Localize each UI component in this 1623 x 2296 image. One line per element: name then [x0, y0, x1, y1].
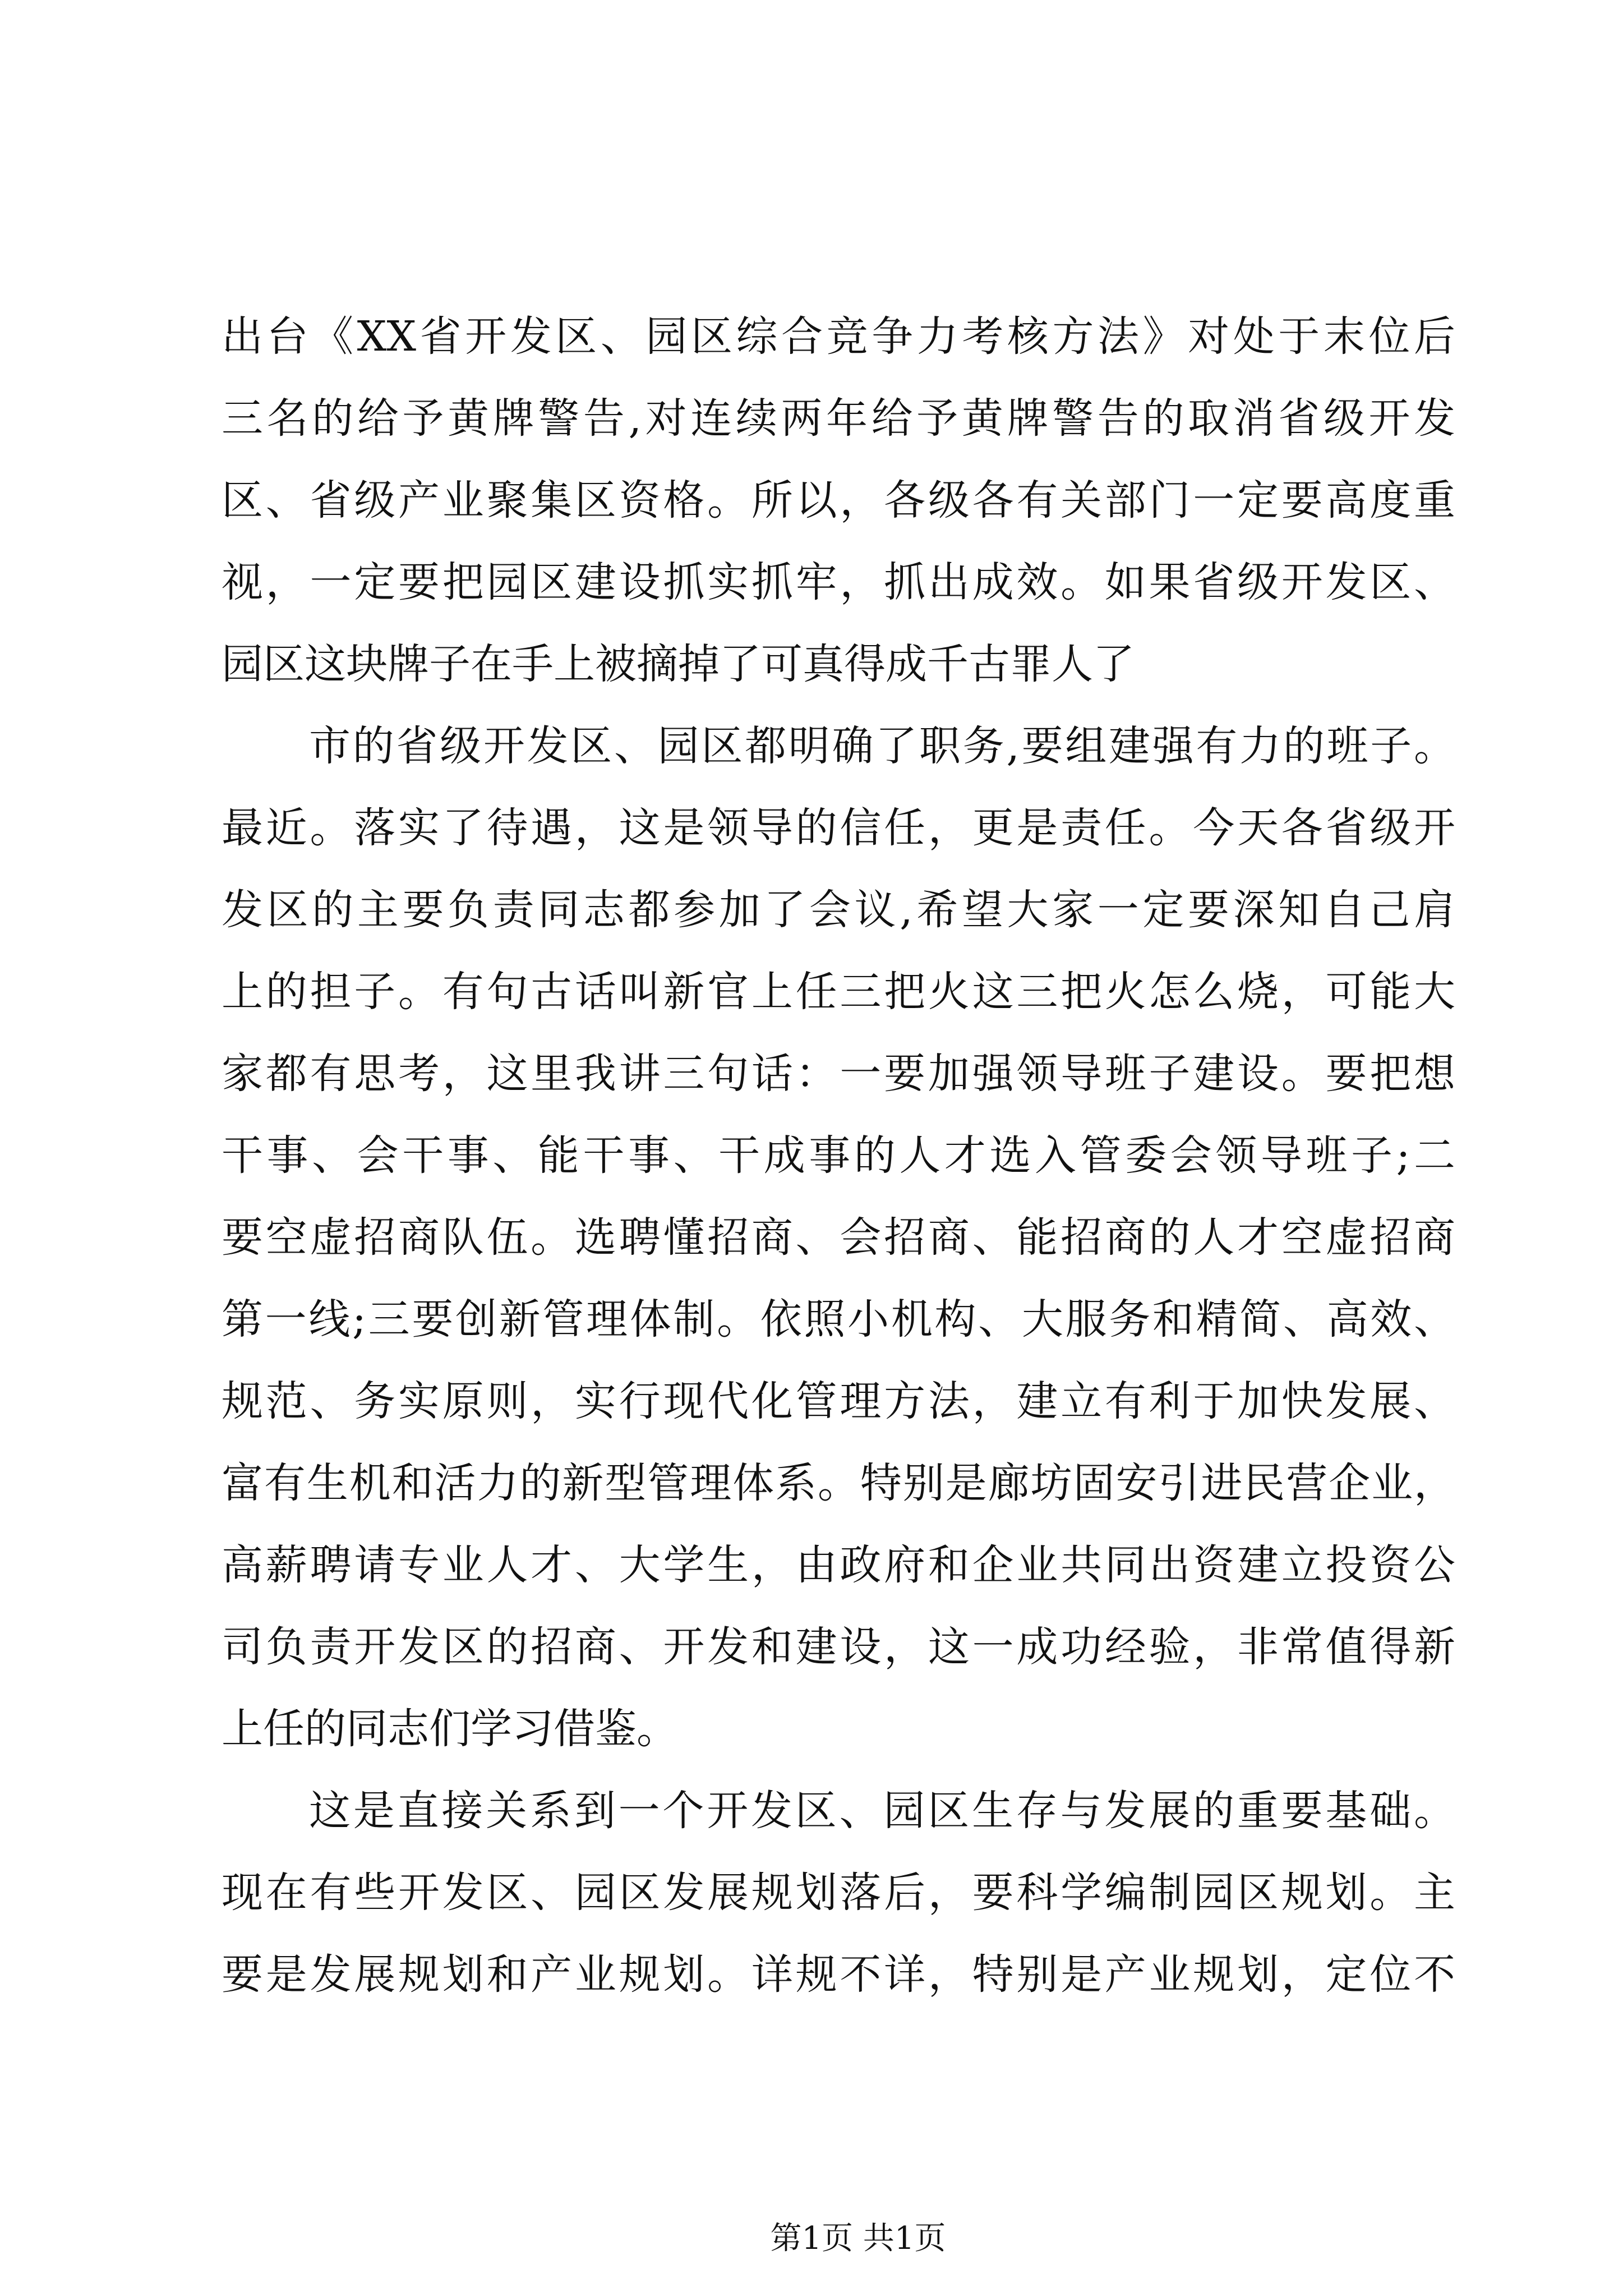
- paragraph-line: 干事、会干事、能干事、干成事的人才选入管委会领导班子;二: [222, 1131, 1455, 1180]
- paragraph-line: 最近。落实了待遇，这是领导的信任，更是责任。今天各省级开: [222, 804, 1455, 852]
- paragraph-line: 要是发展规划和产业规划。详规不详，特别是产业规划，定位不: [222, 1950, 1455, 1999]
- paragraph-line: 这是直接关系到一个开发区、园区生存与发展的重要基础。: [309, 1787, 1455, 1835]
- paragraph-line: 现在有些开发区、园区发展规划落后，要科学编制园区规划。主: [222, 1869, 1455, 1917]
- paragraph-line: 三名的给予黄牌警告,对连续两年给予黄牌警告的取消省级开发: [222, 394, 1455, 443]
- paragraph-line: 富有生机和活力的新型管理体系。特别是廊坊固安引进民营企业，: [222, 1459, 1455, 1507]
- paragraph-line: 市的省级开发区、园区都明确了职务,要组建强有力的班子。: [309, 722, 1455, 770]
- paragraph-line: 规范、务实原则，实行现代化管理方法，建立有利于加快发展、: [222, 1377, 1455, 1425]
- paragraph-line: 第一线;三要创新管理体制。依照小机构、大服务和精简、高效、: [222, 1295, 1455, 1343]
- paragraph-line: 家都有思考，这里我讲三句话：一要加强领导班子建设。要把想: [222, 1050, 1455, 1098]
- paragraph-line: 高薪聘请专业人才、大学生，由政府和企业共同出资建立投资公: [222, 1541, 1455, 1589]
- paragraph-line: 区、省级产业聚集区资格。所以，各级各有关部门一定要高度重: [222, 476, 1455, 524]
- paragraph-line: 视，一定要把园区建设抓实抓牢，抓出成效。如果省级开发区、: [222, 558, 1455, 606]
- paragraph-line: 司负责开发区的招商、开发和建设，这一成功经验，非常值得新: [222, 1623, 1455, 1671]
- paragraph-line: 发区的主要负责同志都参加了会议,希望大家一定要深知自己肩: [222, 886, 1455, 934]
- paragraph-line: 园区这块牌子在手上被摘掉了可真得成千古罪人了: [222, 640, 1135, 688]
- page-footer: 第1页 共1页: [770, 2220, 946, 2257]
- paragraph-1: [222, 296, 1455, 705]
- paragraph-line: 上任的同志们学习借鉴。: [222, 1705, 678, 1753]
- paragraph-line: 上的担子。有句古话叫新官上任三把火这三把火怎么烧，可能大: [222, 968, 1455, 1016]
- document-body: [222, 296, 1455, 2016]
- paragraph-line: 出台《XX省开发区、园区综合竞争力考核方法》对处于末位后: [222, 312, 1455, 361]
- paragraph-3: [222, 1770, 1455, 2016]
- paragraph-line: 要空虚招商队伍。选聘懂招商、会招商、能招商的人才空虚招商: [222, 1213, 1455, 1262]
- paragraph-2: [222, 705, 1455, 1770]
